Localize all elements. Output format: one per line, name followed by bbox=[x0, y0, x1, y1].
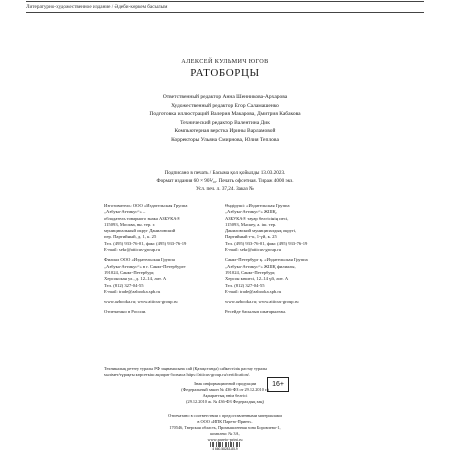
sign-line: Ақпараттық өнім белгісі bbox=[202, 393, 248, 398]
sign-line: (29.12.2010 ж. № 436-ФЗ Федералдық заң) bbox=[186, 399, 264, 404]
note-line: мәлімет/тұрақты көрсеткіш ақпарат болмаса https://atticus-group.ru/certification/. bbox=[104, 372, 251, 377]
printer-line: www.pareto-print.ru bbox=[207, 437, 243, 442]
printer-line: Отпечатано в соответствии с предоставленными материалами bbox=[168, 413, 282, 418]
publisher-line: Ресейде басылып шығарылған. bbox=[225, 309, 287, 315]
certification-note bbox=[104, 366, 354, 378]
publisher-line: пер. Партийный, д. 1, к. 25 bbox=[104, 234, 157, 240]
publisher-line: Тел. (495) 933-76-01, факс (495) 933-76-19 bbox=[104, 240, 187, 246]
info-product-sign bbox=[0, 381, 450, 405]
credit-line: Корректоры Ульяна Смирнова, Юлия Теплова bbox=[171, 136, 279, 143]
publisher-line: „Азбука-Аттикус“» в г. Санкт-Петербурге bbox=[104, 263, 186, 269]
publisher-line: „Азбука-Аттикус“» ЖШҚ филиалы, bbox=[225, 263, 296, 269]
publisher-line: „Азбука-Аттикус“» – bbox=[104, 209, 146, 215]
publisher-line: АЗБУКА® тауар белгісінің иесі, bbox=[225, 215, 289, 221]
sign-line: (Федеральный закон № 436-ФЗ от 29.12.2010 г.) bbox=[181, 387, 269, 392]
print-info-line: Подписано в печать / Басыма қол қойылды 13.03.2023. bbox=[164, 170, 286, 176]
book-title: РАТОБОРЦЫ bbox=[190, 67, 260, 79]
print-info-line: Усл. печ. л. 37,24. Заказ № bbox=[195, 186, 255, 193]
publisher-line: Тел. (812) 327-04-55 bbox=[104, 282, 144, 288]
publisher-line: „Азбука-Аттикус“» ЖШҚ, bbox=[225, 209, 277, 215]
barcode-number: 4 660-58283-85-9 bbox=[212, 447, 238, 451]
publisher-line: Өндіруші: «Издательская Группа bbox=[225, 203, 290, 208]
publisher-line: обладатель товарного знака АЗБУКА® bbox=[104, 215, 181, 221]
publisher-line: 115093, Москва, вн. тер. г. bbox=[104, 221, 156, 227]
credit-line: Технический редактор Валентина Дик bbox=[180, 119, 270, 126]
publisher-line: 115093, Мәскеу, а. іш. тер. bbox=[225, 221, 277, 227]
printer-line: 170546, Тверская область, Промышленная зона Боровлево-1, bbox=[169, 425, 281, 430]
publisher-line: Санкт-Петербург қ. «Издательская Группа bbox=[225, 257, 308, 263]
publisher-line: Тел. (812) 327-04-55 bbox=[225, 282, 265, 288]
top-rule bbox=[26, 1, 424, 2]
credits-block bbox=[0, 93, 450, 145]
print-info-line: Формат издания 60 × 90⅟₁₆. Печать офсетная. Тираж 4000 экз. bbox=[156, 178, 294, 185]
publisher-right-column bbox=[225, 203, 308, 316]
publisher-line: муниципальный округ Даниловский bbox=[104, 228, 176, 234]
publisher-line: E-mail: trade@azbooka.spb.ru bbox=[104, 288, 161, 294]
publisher-line: Херсон көшесі, 12–14 үй, лит. А bbox=[225, 276, 289, 282]
publisher-line: Изготовитель: ООО «Издательская Группа bbox=[104, 203, 188, 208]
series-line: Литературно-художественное издание / Әдеби-көркем басылым bbox=[26, 4, 168, 10]
publisher-line: 191024, Санкт-Петербург, bbox=[104, 269, 155, 275]
printer-info bbox=[0, 413, 450, 443]
publisher-line: E-mail: sekr@atticus-group.ru bbox=[104, 247, 161, 253]
publisher-line: 191024, Санкт-Петербург, bbox=[225, 269, 276, 275]
publisher-line: Партийный т-к, 1-үй, к. 25 bbox=[225, 234, 277, 240]
age-rating-badge: 16+ bbox=[267, 377, 289, 392]
publisher-columns bbox=[0, 203, 450, 365]
printer-line: в ООО «ИПК Парето-Принт». bbox=[197, 419, 253, 424]
publisher-line: Филиал ООО «Издательская Группа bbox=[104, 257, 175, 263]
publisher-line: www.azbooka.ru; www.atticus-group.ru bbox=[225, 299, 299, 305]
publisher-line: Тел. (495) 933-76-01, факс (495) 933-76-19 bbox=[225, 240, 308, 246]
publisher-line: Херсонская ул., д. 12–14, лит. А bbox=[104, 276, 167, 282]
publisher-line: Даниловский муниципалдық округі, bbox=[225, 228, 297, 234]
publisher-line: E-mail: sekr@atticus-group.ru bbox=[225, 247, 282, 253]
credit-line: Подготовка иллюстраций Валерия Макарова, Дмитрия Кабакова bbox=[149, 111, 301, 118]
publisher-line: E-mail: trade@azbooka.spb.ru bbox=[225, 288, 282, 294]
publisher-left-column bbox=[104, 203, 187, 316]
credit-line: Художественный редактор Егор Саламашенко bbox=[171, 102, 279, 109]
credit-line: Ответственный редактор Анна Шенникова-Архарова bbox=[162, 94, 288, 100]
print-info bbox=[0, 169, 450, 194]
printer-line: комплекс № 3А, bbox=[210, 431, 240, 436]
credit-line: Компьютерная верстка Ирины Варламовой bbox=[174, 128, 276, 135]
sign-line: Знак информационной продукции bbox=[193, 381, 257, 386]
barcode-bar bbox=[210, 442, 211, 447]
author-name: АЛЕКСЕЙ КУЛЬМИЧ ЮГОВ bbox=[181, 58, 269, 65]
publisher-line: www.azbooka.ru; www.atticus-group.ru bbox=[104, 299, 178, 305]
header-rule bbox=[26, 12, 424, 13]
publisher-line: Отпечатано в России. bbox=[104, 309, 147, 315]
note-line: Техникалық реттеу туралы РФ заңнамасына сай (Қазақстанда) сәйкестілік растау туралы bbox=[104, 366, 268, 371]
barcode-bar bbox=[239, 442, 240, 447]
